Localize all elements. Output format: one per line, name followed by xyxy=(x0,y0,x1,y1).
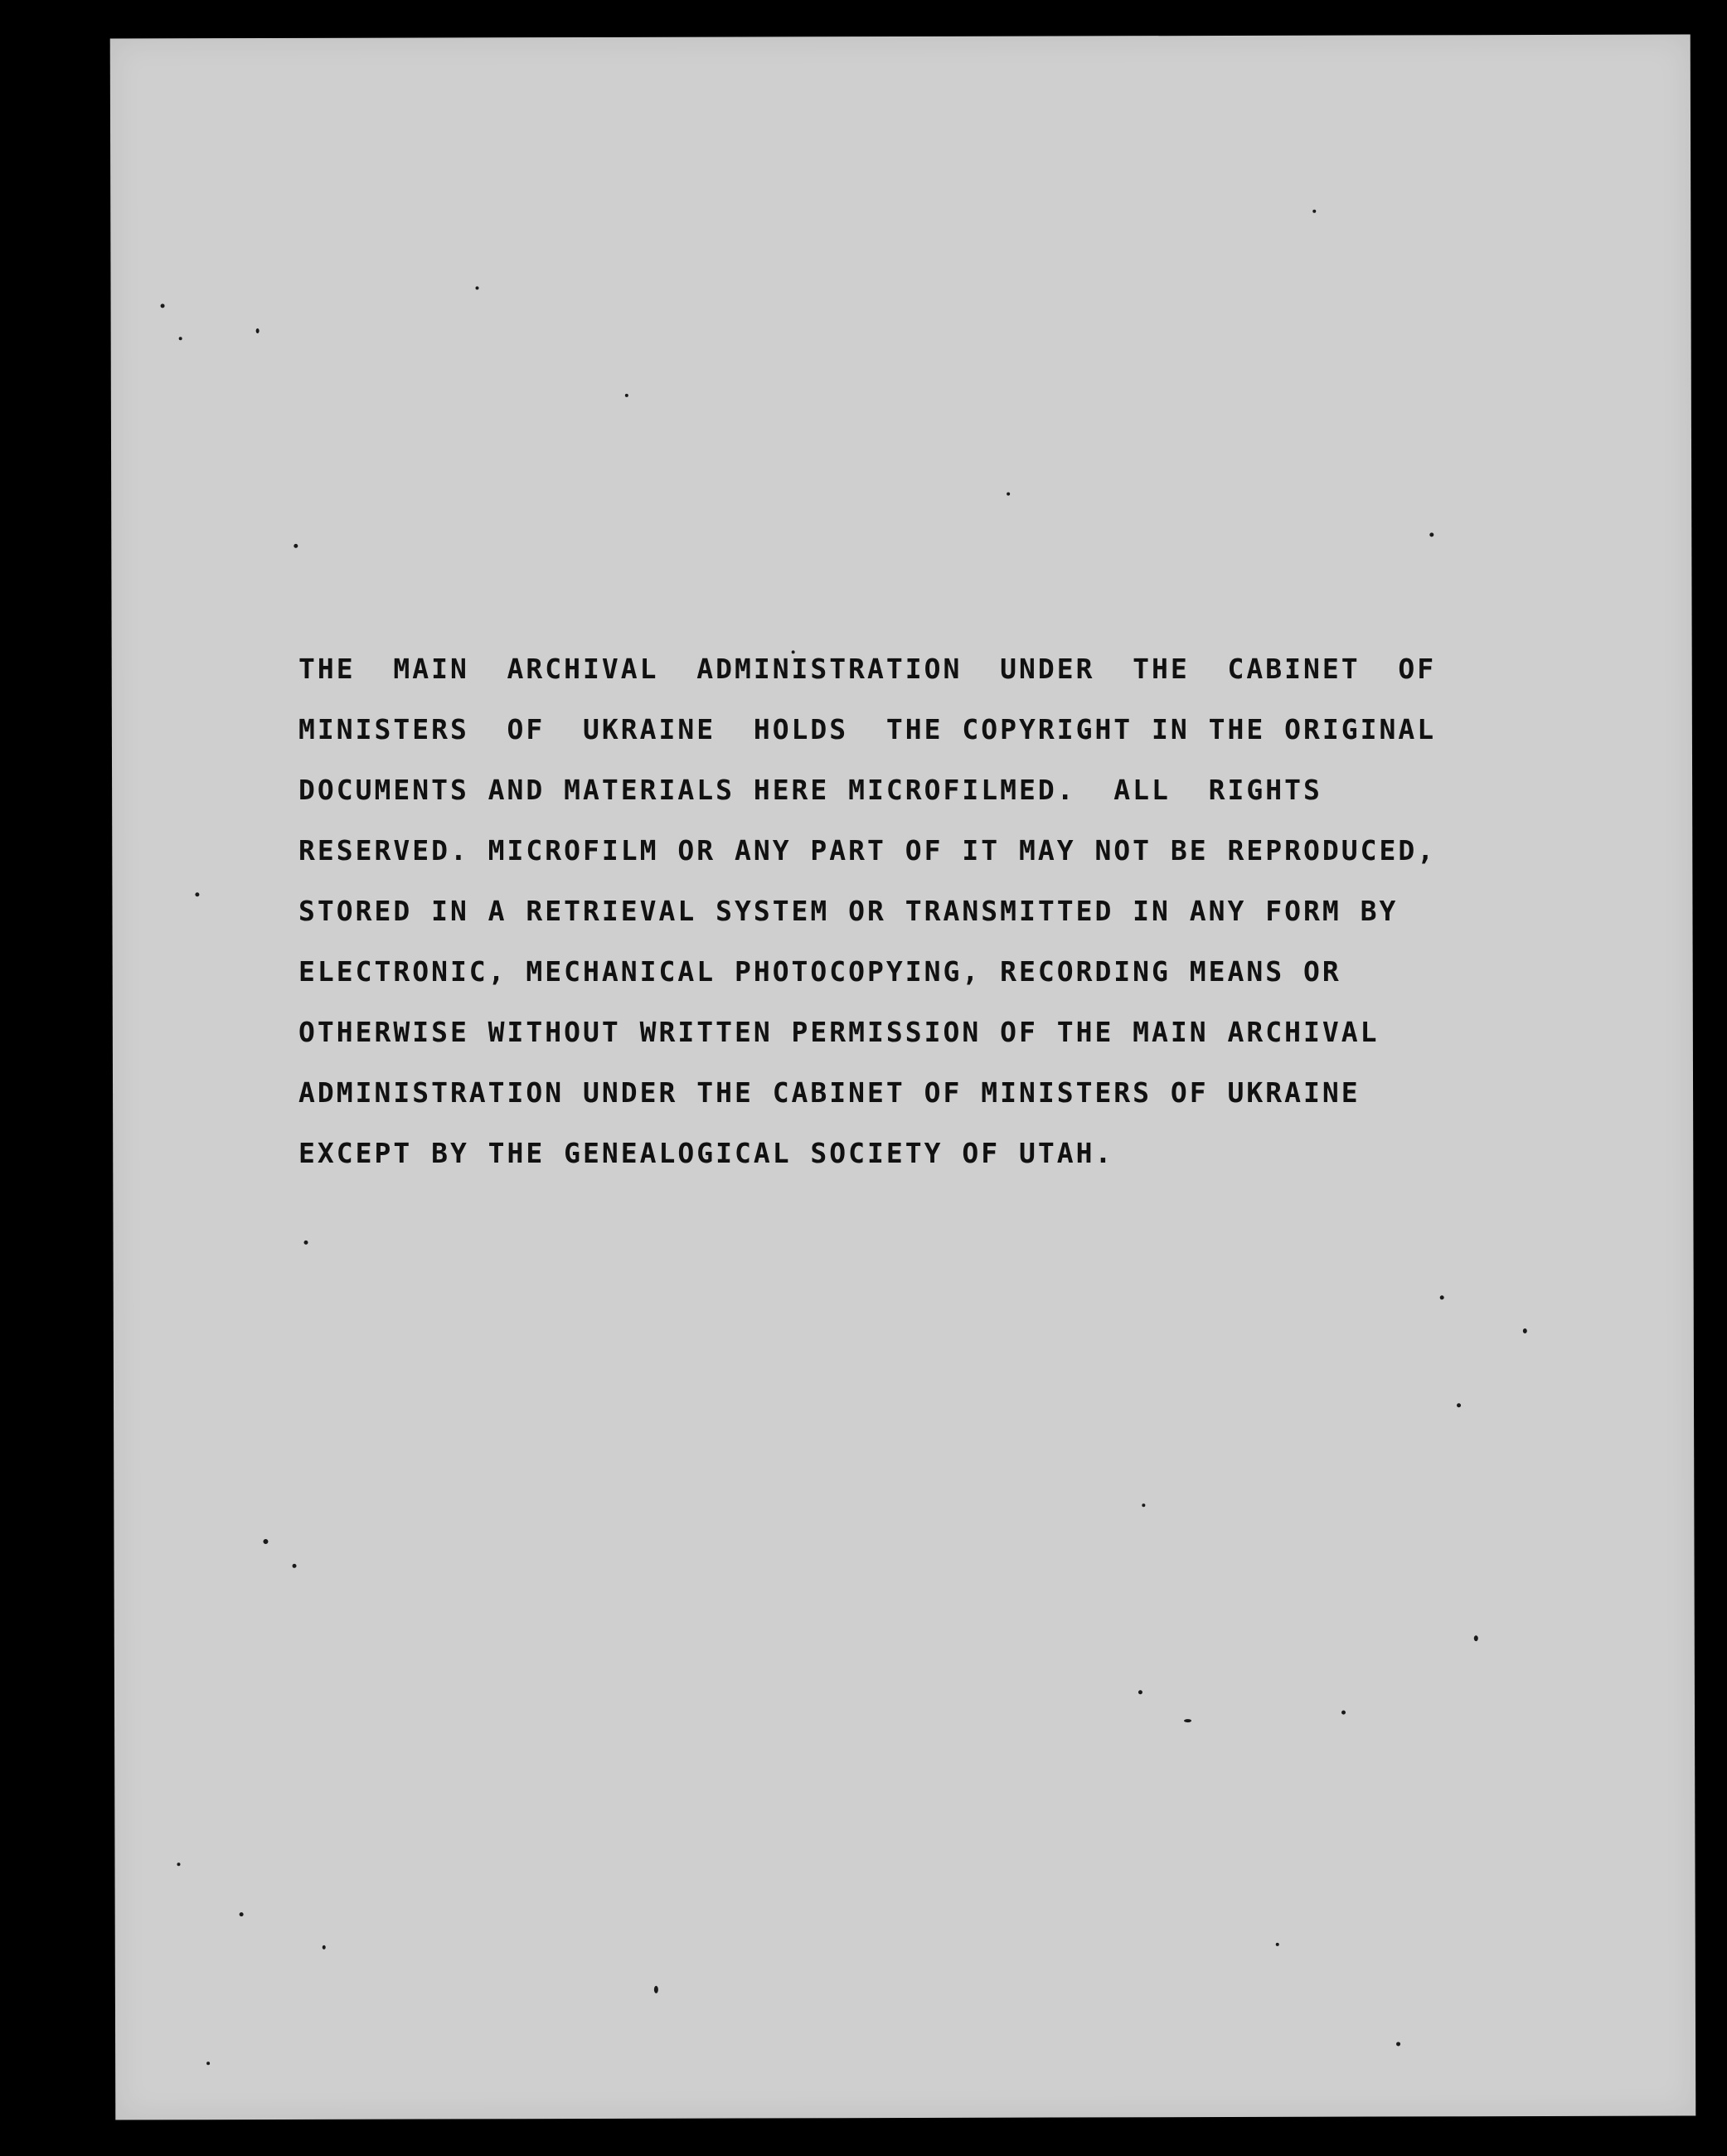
speck xyxy=(1523,1328,1527,1333)
speck xyxy=(476,286,479,289)
speck xyxy=(293,1564,297,1568)
speck xyxy=(654,1986,658,1993)
speck xyxy=(161,303,165,308)
speck xyxy=(1341,1711,1346,1715)
notice-line: ADMINISTRATION UNDER THE CABINET OF MINISTERS OF UKRAINE xyxy=(298,1076,1361,1109)
notice-line: THE MAIN ARCHIVAL ADMINISTRATION UNDER THE CABINET OF xyxy=(298,653,1437,685)
speck xyxy=(263,1539,268,1544)
notice-line: MINISTERS OF UKRAINE HOLDS THE COPYRIGHT IN THE ORIGINAL xyxy=(298,713,1437,745)
speck xyxy=(323,1945,326,1950)
speck xyxy=(179,337,182,340)
speck xyxy=(240,1912,244,1916)
notice-line: STORED IN A RETRIEVAL SYSTEM OR TRANSMITTED IN ANY FORM BY xyxy=(298,895,1399,927)
speck xyxy=(1007,493,1010,496)
speck xyxy=(206,2061,210,2065)
speck xyxy=(293,544,298,548)
speck xyxy=(625,394,628,397)
speck xyxy=(256,328,260,333)
speck xyxy=(1396,2042,1400,2046)
speck xyxy=(1440,1295,1444,1299)
speck xyxy=(1312,210,1316,213)
speck xyxy=(1474,1635,1478,1641)
speck xyxy=(195,892,199,896)
speck xyxy=(1429,532,1434,537)
speck xyxy=(1276,1943,1279,1946)
notice-line: OTHERWISE WITHOUT WRITTEN PERMISSION OF THE MAIN ARCHIVAL xyxy=(298,1016,1380,1048)
speck xyxy=(1457,1403,1461,1407)
notice-line: ELECTRONIC, MECHANICAL PHOTOCOPYING, RECORDING MEANS OR xyxy=(298,955,1341,988)
speck xyxy=(177,1862,180,1866)
notice-line: RESERVED. MICROFILM OR ANY PART OF IT MAY NOT BE REPRODUCED, xyxy=(298,834,1437,867)
notice-line: DOCUMENTS AND MATERIALS HERE MICROFILMED. ALL RIGHTS xyxy=(298,774,1322,806)
speck xyxy=(1184,1719,1191,1722)
speck xyxy=(1142,1503,1145,1507)
copyright-notice xyxy=(298,639,1608,1183)
speck xyxy=(1138,1690,1142,1694)
speck xyxy=(304,1241,308,1245)
notice-line: EXCEPT BY THE GENEALOGICAL SOCIETY OF UTAH. xyxy=(298,1137,1114,1169)
